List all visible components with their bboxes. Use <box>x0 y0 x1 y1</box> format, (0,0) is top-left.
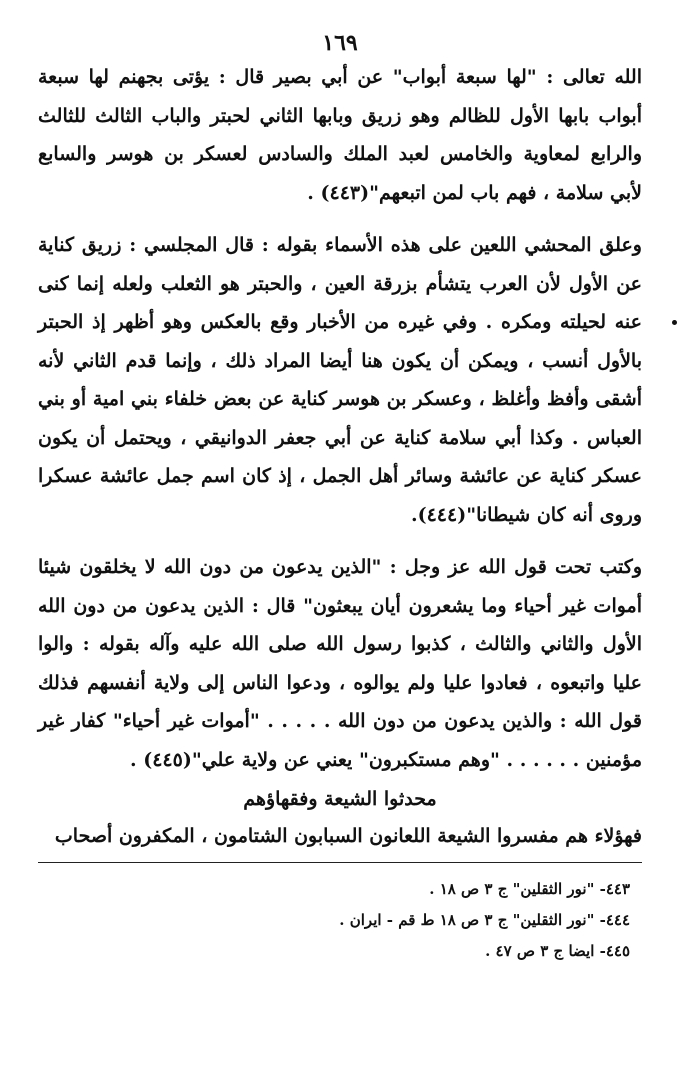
page-number: ١٦٩ <box>322 30 358 56</box>
footnote-445: ٤٤٥- ايضا ج ٣ ص ٤٧ . <box>485 942 630 960</box>
main-text <box>38 58 642 856</box>
margin-dot <box>672 320 677 325</box>
footnote-443: ٤٤٣- "نور الثقلين" ج ٣ ص ١٨ . <box>429 880 630 898</box>
closing-line: فهؤلاء هم مفسروا الشيعة اللعانون السبابون الشتامون ، المكفرون أصحاب <box>54 825 642 847</box>
paragraph-3: وكتب تحت قول الله عز وجل : "الذين يدعون من دون الله لا يخلقون شيئا أموات غير أحياء وما يشعرون أيان يبعثون" قال : الذين يدعون من دون الله الأول والثاني والثالث ، كذبوا رسول الله صلى الله عليه وآله بقوله : والوا عليا واتبعوه ، فعادوا عليا ولم يوالوه ، ودعوا الناس إلى ولاية أنفسهم فذلك قول الله : والذين يدعون من دون الله . . . . . "أموات غير أحياء" كفار غير مؤمنين . . . . . . "وهم مستكبرون" يعني عن ولاية علي"(٤٤٥) . <box>38 556 642 771</box>
paragraph-2: وعلق المحشي اللعين على هذه الأسماء بقوله : قال المجلسي : زريق كناية عن الأول لأن العرب يتشأم بزرقة العين ، والحبتر هو الثعلب ولعله إنما كنى عنه لحيلته ومكره . وفي غيره من الأخبار وقع بالعكس وهو أظهر إذ الحبتر بالأول أنسب ، ويمكن أن يكون هنا أيضا المراد ذلك ، وإنما قدم الثاني لأنه أشقى وأفظ وأغلظ ، وعسكر بن هوسر كناية عن بعض خلفاء بني امية أو بني العباس . وكذا أبي سلامة كناية عن أبي جعفر الدوانيقي ، ويحتمل أن يكون عسكر كناية عن عائشة وسائر أهل الجمل ، إذ كان اسم جمل عائشة عسكرا وروى أنه كان شيطانا"(٤٤٤). <box>38 234 642 526</box>
section-heading: محدثوا الشيعة وفقهاؤهم <box>243 788 437 810</box>
footnotes <box>50 874 630 967</box>
footnote-divider <box>38 862 642 863</box>
footnote-444: ٤٤٤- "نور الثقلين" ج ٣ ص ١٨ ط قم - ايران . <box>339 911 630 929</box>
paragraph-1: الله تعالى : "لها سبعة أبواب" عن أبي بصير قال : يؤتى بجهنم لها سبعة أبواب بابها الأول للظالم وهو زريق وبابها الثاني لحبتر والباب الثالث للثالث والرابع لمعاوية والخامس لعبد الملك والسادس لعسكر بن هوسر والسابع لأبي سلامة ، فهم باب لمن اتبعهم"(٤٤٣) . <box>38 66 642 204</box>
